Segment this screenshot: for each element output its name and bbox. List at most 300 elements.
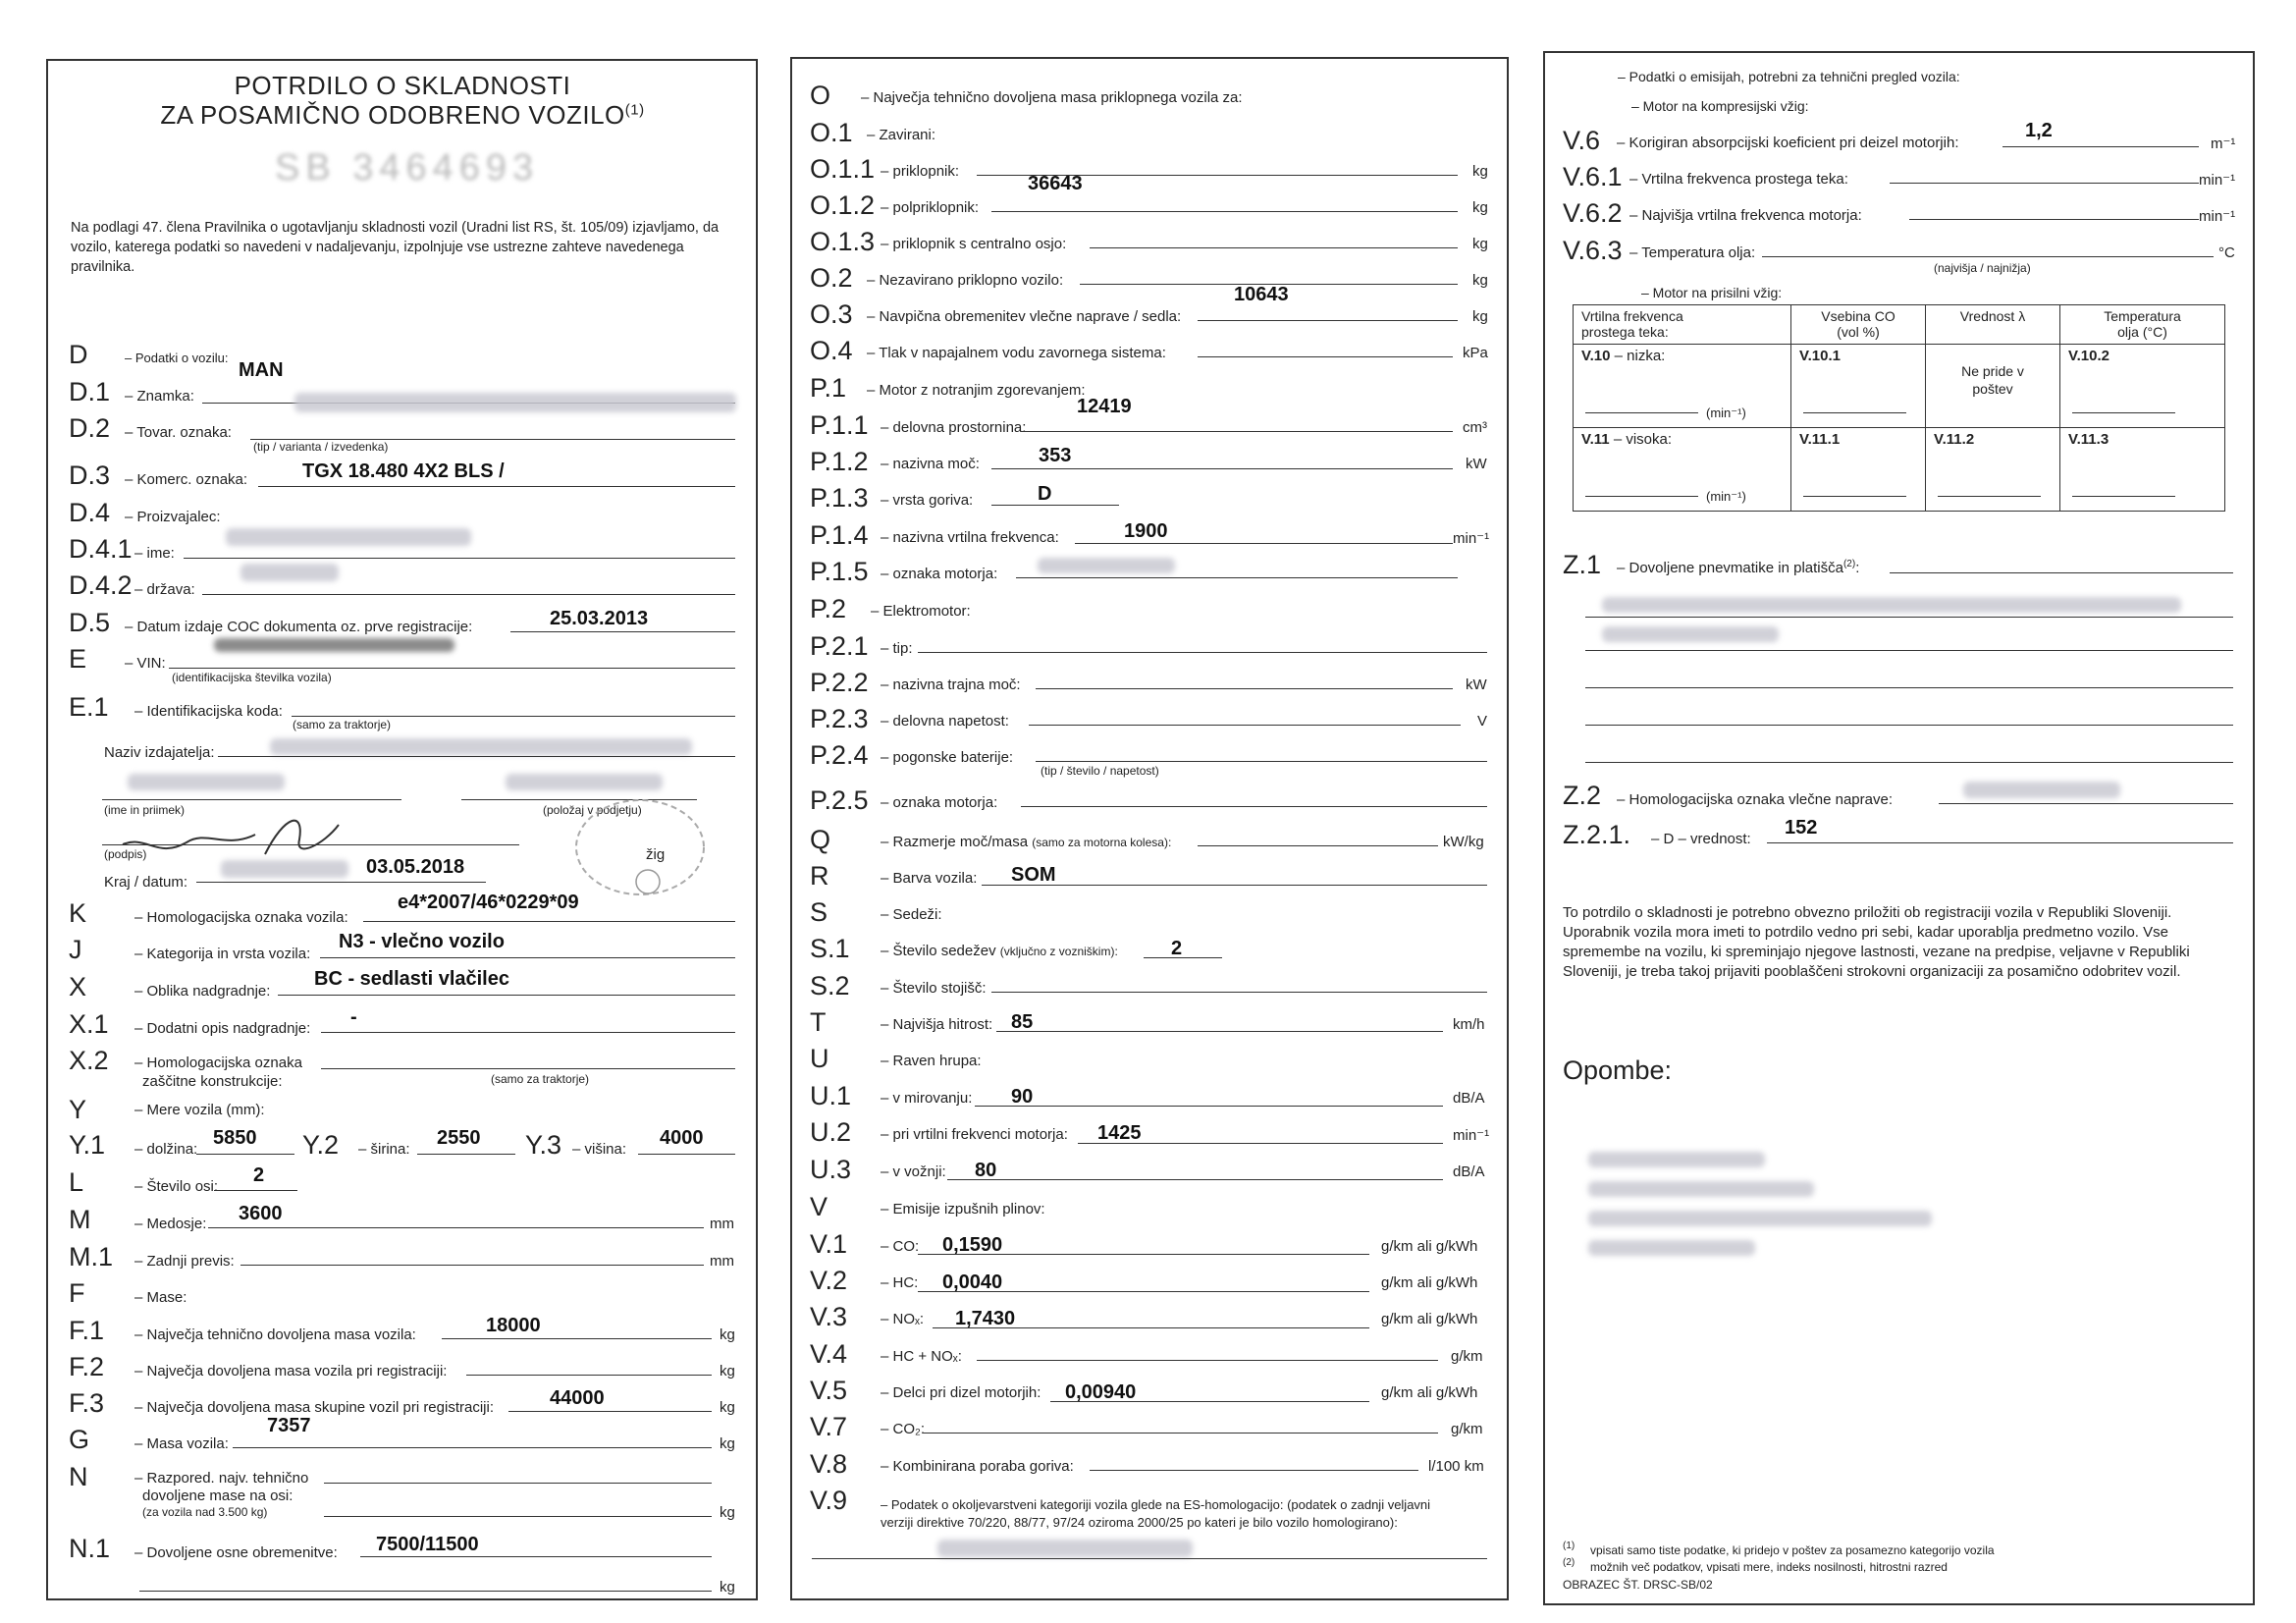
unit-V3: g/km ali g/kWh [1381,1311,1478,1327]
code-F: F [69,1278,85,1308]
value-U1: 90 [1011,1086,1034,1108]
label-P22: – nazivna trajna moč: [881,676,1021,693]
line-V5 [1050,1401,1369,1402]
line-D42 [202,594,735,595]
label-Q-text: – Razmerje moč/masa [881,834,1029,850]
value-X: BC - sedlasti vlačilec [314,968,509,990]
value-P13: D [1038,483,1052,505]
label-Na: – Razpored. najv. tehnično [134,1470,309,1487]
line-O3 [1198,320,1458,321]
document-title-text: ZA POSAMIČNO ODOBRENO VOZILO [160,100,625,130]
unit-O12: kg [1472,199,1488,216]
redacted-tyres-1 [1602,597,2181,613]
code-D42: D.4.2 [69,570,133,600]
sub-D2: (tip / varianta / izvedenka) [253,440,389,454]
label-E: – VIN: [125,655,166,672]
value-J: N3 - vlečno vozilo [339,931,505,952]
line-V61 [1890,183,2199,184]
label-Y2: – širina: [358,1141,410,1158]
line-Z1-3 [1585,687,2233,688]
label-D5: – Datum izdaje COC dokumenta oz. prve registracije: [125,619,473,635]
redacted-engine [1038,558,1175,573]
cell-lambda-na-b: poštev [1972,381,2013,397]
cell-V113 [2060,428,2225,512]
code-D3: D.3 [69,460,111,490]
footnote-2: možnih več podatkov, vpisati mere, indeks nosilnosti, hitrostni razred [1590,1560,1948,1574]
code-X: X [69,972,87,1001]
code-O4: O.4 [810,336,853,365]
unit-N: kg [720,1504,735,1521]
code-F2: F.2 [69,1352,105,1381]
line-N1b [139,1591,712,1592]
code-N1: N.1 [69,1534,111,1563]
unit-O2: kg [1472,272,1488,289]
line-Q [1198,845,1438,846]
unit-P12: kW [1466,456,1487,472]
code-D5: D.5 [69,608,111,637]
label-O11: – priklopnik: [881,163,960,180]
document-title-line1: POTRDILO O SKLADNOSTI [234,71,571,100]
line-V63 [1762,256,2214,257]
unit-V6: m⁻¹ [2211,135,2236,152]
label-G: – Masa vozila: [134,1435,229,1452]
issuer-label: Naziv izdajatelja: [104,744,215,761]
compression-header: – Motor na kompresijski vžig: [1631,98,1809,114]
label-F3: – Največja dovoljena masa skupine vozil pri registraciji: [134,1399,494,1416]
line-P21 [918,652,1487,653]
line-Z21 [1767,842,2233,843]
label-K: – Homologacijska oznaka vozila: [134,909,348,926]
label-M: – Medosje: [134,1216,207,1232]
remarks-title: Opombe: [1563,1055,1673,1085]
th-idle-a: Vrtilna frekvenca [1581,308,1683,324]
unit-P23: V [1477,713,1488,730]
code-E: E [69,644,87,674]
label-F1: – Največja tehnično dovoljena masa vozila: [134,1326,416,1343]
code-N: N [69,1462,88,1491]
code-D4: D.4 [69,498,111,527]
th-oil-a: Temperatura [2104,308,2181,324]
line-D3 [258,486,735,487]
code-R: R [810,861,829,891]
th-co-b: (vol %) [1837,324,1880,340]
code-V5: V.5 [810,1376,848,1405]
label-U2: – pri vrtilni frekvenci motorja: [881,1126,1068,1143]
cell-V101 [1791,345,1926,428]
line-P25 [1021,806,1487,807]
label-N1: – Dovoljene osne obremenitve: [134,1544,338,1561]
value-V1: 0,1590 [942,1234,1003,1256]
label-J: – Kategorija in vrsta vozila: [134,946,311,962]
line-V2 [918,1291,1369,1292]
line-U1 [975,1106,1443,1107]
code-Y2: Y.2 [302,1130,340,1160]
code-V1: V.1 [810,1229,848,1259]
code-P12: P.1.2 [810,447,869,476]
line-M [208,1227,704,1228]
value-V5: 0,00940 [1065,1381,1137,1403]
serial-number: SB 3464693 [275,147,540,189]
code-O1: O.1 [810,118,853,147]
label-E1: – Identifikacijska koda: [134,703,283,720]
label-O13: – priklopnik s centralno osjo: [881,236,1067,252]
line-V1 [918,1254,1369,1255]
value-S1: 2 [1171,938,1183,959]
code-F3: F.3 [69,1388,105,1418]
unit-O13: kg [1472,236,1488,252]
unit-T: km/h [1453,1016,1485,1033]
line-P12 [991,468,1453,469]
code-P2: P.2 [810,594,847,623]
label-T: – Najvišja hitrost: [881,1016,993,1033]
cell-V11 [1574,428,1791,512]
code-P15: P.1.5 [810,557,869,586]
cell-V111 [1791,428,1926,512]
line-V62 [1909,219,2199,220]
unit-Q: kW/kg [1443,834,1484,850]
value-D1: MAN [239,359,284,381]
label-V7: – CO₂: [881,1421,925,1437]
line-O4 [1198,356,1453,357]
unit-O4: kPa [1463,345,1488,361]
line-U2 [1078,1143,1443,1144]
code-T: T [810,1007,827,1037]
label-P24: – pogonske baterije: [881,749,1014,766]
label-P15: – oznaka motorja: [881,566,998,582]
sub-N: (za vozila nad 3.500 kg) [142,1505,268,1519]
label-V: – Emisije izpušnih plinov: [881,1201,1045,1217]
line-X2 [321,1068,735,1069]
cell-V11-code: V.11 [1581,431,1610,448]
code-O12: O.1.2 [810,190,876,220]
th-oil [2060,305,2225,345]
code-M: M [69,1205,91,1234]
redacted-Z2 [1963,782,2120,798]
unit-F1: kg [720,1326,735,1343]
line-X [278,995,735,996]
unit-V5: g/km ali g/kWh [1381,1384,1478,1401]
cell-V10 [1574,345,1791,428]
line-P13 [991,505,1119,506]
emission-table [1573,304,2225,512]
value-N1: 7500/11500 [376,1534,479,1555]
line-K [363,921,735,922]
redacted-remark-2 [1588,1181,1814,1197]
code-M1: M.1 [69,1242,114,1271]
code-V3: V.3 [810,1302,848,1331]
code-U3: U.3 [810,1155,852,1184]
label-V8: – Kombinirana poraba goriva: [881,1458,1074,1475]
sub-E1: (samo za traktorje) [293,718,392,731]
label-D42: – država: [134,581,195,598]
unit-G: kg [720,1435,735,1452]
label-D41: – ime: [134,545,175,562]
cell-V111-code: V.11.1 [1799,431,1841,448]
value-P14: 1900 [1124,520,1168,542]
code-P22: P.2.2 [810,668,869,697]
value-M: 3600 [239,1203,283,1224]
label-Nb: dovoljene mase na osi: [142,1488,294,1504]
value-Z21: 152 [1785,817,1818,839]
label-P12: – nazivna moč: [881,456,980,472]
cell-V101-code: V.10.1 [1799,348,1841,364]
label-D: – Podatki o vozilu: [125,351,229,365]
value-D3: TGX 18.480 4X2 BLS / [302,460,505,482]
label-R: – Barva vozila: [881,870,978,887]
label-V9a: – Podatek o okoljevarstveni kategoriji vozila glede na ES-homologacijo: (podatek o zadnji veljavni [881,1497,1431,1512]
code-P24: P.2.4 [810,740,869,770]
value-P12: 353 [1039,445,1072,466]
line-O13 [1090,247,1458,248]
cell-V111-line [1803,496,1906,497]
line-D5 [510,631,735,632]
line-D41 [184,558,735,559]
code-Y: Y [69,1095,87,1124]
footnote-1: vpisati samo tiste podatke, ki pridejo v poštev za posamezno kategorijo vozila [1590,1543,1995,1557]
th-co [1791,305,1926,345]
label-V63: – Temperatura olja: [1629,244,1756,261]
redacted-V9 [937,1540,1193,1557]
code-P13: P.1.3 [810,483,869,513]
code-V9: V.9 [810,1486,848,1515]
code-P11: P.1.1 [810,410,869,440]
emissions-header: – Podatki o emisijah, potrebni za tehnični pregled vozila: [1618,69,1960,84]
code-O13: O.1.3 [810,227,876,256]
label-X2b: zaščitne konstrukcije: [142,1073,283,1090]
label-D2: – Tovar. oznaka: [125,424,232,441]
line-G [233,1447,712,1448]
th-idle-b: prostega teka: [1581,324,1669,340]
code-V6: V.6 [1563,126,1601,155]
code-Y3: Y.3 [525,1130,562,1160]
value-O3: 10643 [1234,284,1289,305]
line-signature [102,844,519,845]
line-F1 [442,1338,712,1339]
sub-X2: (samo za traktorje) [491,1072,590,1086]
unit-U2: min⁻¹ [1453,1127,1490,1144]
label-Q [881,834,1171,850]
cell-V113-code: V.11.3 [2068,431,2109,448]
line-P15 [1016,577,1458,578]
label-P13: – vrsta goriva: [881,492,974,509]
label-P23: – delovna napetost: [881,713,1009,730]
code-Z1: Z.1 [1563,550,1602,579]
code-F1: F.1 [69,1316,105,1345]
line-Na [324,1483,712,1484]
value-L: 2 [253,1164,265,1186]
line-F3 [508,1411,712,1412]
code-O11: O.1.1 [810,154,876,184]
label-Z1-sup: (2) [1842,559,1856,569]
unit-P11: cm³ [1463,419,1487,436]
cell-V112-line [1938,496,2041,497]
value-R: SOM [1011,864,1056,886]
value-F3: 44000 [550,1387,605,1409]
label-V1: – CO: [881,1238,920,1255]
cell-V11-line [1585,496,1698,497]
line-E1 [292,716,735,717]
line-T [996,1031,1443,1032]
line-P14 [1075,543,1453,544]
label-Z21: – D – vrednost: [1651,831,1751,847]
position-sub: (položaj v podjetju) [543,803,642,817]
label-Z1-text: – Dovoljene pnevmatike in platišča [1617,560,1843,576]
line-S1 [1144,957,1222,958]
value-T: 85 [1011,1011,1034,1033]
value-F1: 18000 [486,1315,541,1336]
label-U1: – v mirovanju: [881,1090,973,1107]
value-X1: - [350,1006,357,1028]
unit-U1: dB/A [1453,1090,1485,1107]
code-U2: U.2 [810,1117,852,1147]
stamp-image [571,793,719,911]
cell-V11-label: – visoka: [1613,431,1673,448]
unit-V63: °C [2218,244,2235,261]
redacted-VIN [214,638,454,652]
label-V61: – Vrtilna frekvenca prostega teka: [1629,171,1848,188]
label-Q-sub: (samo za motorna kolesa): [1032,836,1172,849]
label-X2a: – Homologacijska oznaka [134,1055,302,1071]
line-issuer [218,756,735,757]
place-date-value: 03.05.2018 [366,856,465,878]
value-D5: 25.03.2013 [550,608,649,629]
label-S1 [881,943,1118,959]
label-S2: – Število stojišč: [881,980,987,997]
redacted-remark-4 [1588,1240,1755,1256]
th-co-a: Vsebina CO [1821,308,1896,324]
unit-V8: l/100 km [1428,1458,1484,1475]
label-V4: – HC + NOₓ: [881,1348,962,1365]
code-Q: Q [810,825,831,854]
code-P1: P.1 [810,373,847,403]
code-V63: V.6.3 [1563,236,1623,265]
unit-P22: kW [1466,676,1487,693]
footnote-2-mark: (2) [1563,1557,1575,1568]
sign-sub: (podpis) [104,847,147,861]
cell-lambda-na [1926,345,2060,428]
code-P21: P.2.1 [810,631,869,661]
code-V4: V.4 [810,1339,848,1369]
cell-V10-unit: (min⁻¹) [1706,406,1746,420]
line-Y1 [196,1154,294,1155]
line-Z1-2 [1585,650,2233,651]
stamp-label: žig [646,846,666,863]
unit-P14: min⁻¹ [1453,530,1490,547]
label-X: – Oblika nadgradnje: [134,983,271,1000]
redacted-D41 [226,528,471,546]
cell-V10-line [1585,412,1698,413]
redacted-remark-1 [1588,1152,1765,1167]
unit-V61: min⁻¹ [2199,172,2236,189]
label-P1: – Motor z notranjim zgorevanjem: [867,382,1086,399]
line-P24 [1036,761,1487,762]
unit-M1: mm [710,1253,734,1270]
line-U3 [947,1179,1443,1180]
code-E1: E.1 [69,692,109,722]
code-X2: X.2 [69,1046,109,1075]
document-title-line2 [98,100,707,131]
unit-O3: kg [1472,308,1488,325]
line-P22 [1036,688,1453,689]
line-N1a [360,1556,712,1557]
code-P25: P.2.5 [810,785,869,815]
code-U: U [810,1044,829,1073]
label-O12: – polpriklopnik: [881,199,980,216]
code-K: K [69,898,87,928]
code-D41: D.4.1 [69,534,133,564]
code-D2: D.2 [69,413,111,443]
label-P21: – tip: [881,640,913,657]
label-L: – Število osi: [134,1178,219,1195]
value-Y2: 2550 [437,1127,481,1149]
code-P23: P.2.3 [810,704,869,733]
code-Z21: Z.2.1. [1563,820,1631,849]
unit-V4: g/km [1451,1348,1483,1365]
redacted-D42 [240,564,339,581]
code-O2: O.2 [810,263,853,293]
line-X1 [321,1032,735,1033]
label-V62: – Najvišja vrtilna frekvenca motorja: [1629,207,1862,224]
line-Z1-1 [1585,617,2233,618]
th-idle [1574,305,1791,345]
place-date-label: Kraj / datum: [104,874,188,891]
line-V6 [2002,146,2199,147]
value-K: e4*2007/46*0229*09 [398,892,579,913]
label-V3: – NOₓ: [881,1311,925,1327]
line-L [214,1190,297,1191]
line-Y3 [638,1154,735,1155]
line-V7 [923,1433,1438,1434]
label-O2: – Nezavirano priklopno vozilo: [867,272,1064,289]
code-S2: S.2 [810,971,850,1001]
label-O4: – Tlak v napajalnem vodu zavornega sistema: [867,345,1166,361]
cell-lambda-na-a: Ne pride v [1961,363,2024,379]
value-V3: 1,7430 [955,1308,1016,1329]
line-Z2 [1939,803,2233,804]
line-Nb [324,1516,712,1517]
unit-F3: kg [720,1399,735,1416]
label-Z2: – Homologacijska oznaka vlečne naprave: [1617,791,1893,808]
cell-V101-line [1803,412,1906,413]
line-P11 [1021,431,1453,432]
name-sub: (ime in priimek) [104,803,186,817]
sub-P24: (tip / število / napetost) [1041,764,1159,778]
label-V6: – Korigiran absorpcijski koeficient pri deizel motorjih: [1617,135,1959,151]
code-G: G [69,1425,90,1454]
cell-V102-code: V.10.2 [2068,348,2109,364]
redacted-tyres-2 [1602,626,1779,642]
line-R [982,885,1487,886]
line-Z1-5 [1585,762,2233,763]
cell-V112-code: V.11.2 [1934,431,1975,448]
value-V6: 1,2 [2025,120,2053,141]
registration-note: To potrdilo o skladnosti je potrebno obvezno priložiti ob registraciji vozila v Republiki Sloveniji. Uporabnik vozila mora imeti to potrdilo vedno pri sebi, kadar uporablja predmetno vozilo. Vse spremembe na vozilu, ki spreminjajo njegove lastnosti, vezane na predpise, veljavne v Republiki Sloveniji, je treba takoj prijaviti pooblaščeni strokovni organizaciji za posamično odobritev vozil. [1563,904,2190,980]
line-F2 [466,1375,712,1376]
footnote-1-mark: (1) [1563,1541,1575,1551]
label-P25: – oznaka motorja: [881,794,998,811]
line-E [169,668,735,669]
th-oil-b: olja (°C) [2117,324,2167,340]
line-Z1-0 [1890,572,2233,573]
redacted-remark-3 [1588,1211,1932,1226]
line-V3 [933,1327,1369,1328]
label-Z1: – Dovoljene pnevmatike in platišča$^{(2)}$: [1617,559,1860,576]
label-O: – Največja tehnično dovoljena masa priklopnega vozila za: [861,89,1243,106]
line-P23 [1029,725,1461,726]
line-Z1-4 [1585,725,2233,726]
value-U2: 1425 [1097,1122,1142,1144]
value-Y1: 5850 [213,1127,257,1149]
